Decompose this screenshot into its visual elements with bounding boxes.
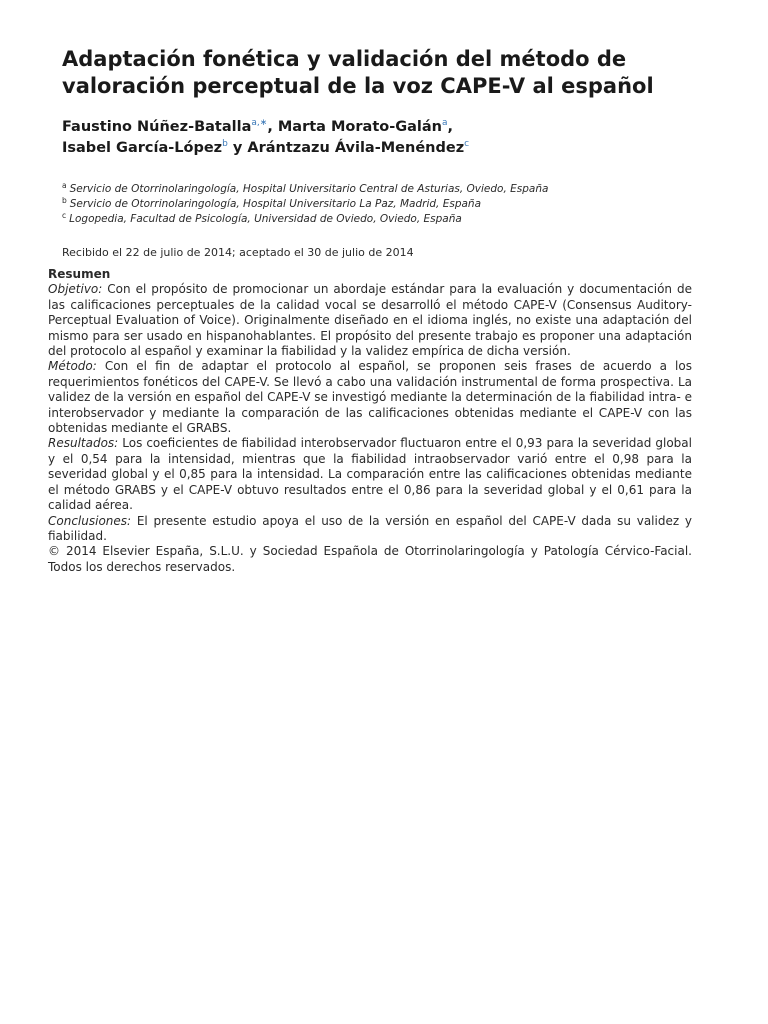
author-separator: y [227,140,248,156]
author-affiliation-link[interactable]: b [222,139,228,150]
author-name: Isabel García-López [62,140,223,156]
author-affiliation-link[interactable]: a [442,118,448,129]
affiliation-mark: a [62,180,67,190]
author-affiliation-link[interactable]: a,∗ [251,118,268,129]
author-line-2 [62,138,752,159]
section-text: Los coeficientes de fiabilidad interobservador fluctuaron entre el 0,93 para la severidad global y el 0,54 para la intensidad, mientras que la fiabilidad intraobservador varió entre el 0,98 para la severidad global y el 0,85 para la intensidad. La comparación entre las calificaciones obtenidas mediante el método GRABS y el CAPE-V obtuvo resultados entre el 0,86 para la severidad global y el 0,61 para la calidad aérea. [48,436,692,513]
author-name: Marta Morato-Galán [277,119,443,135]
affiliation-text: Servicio de Otorrinolaringología, Hospital Universitario La Paz, Madrid, España [69,198,482,210]
section-text: Con el fin de adaptar el protocolo al español, se proponen seis frases de acuerdo a los requerimientos fonéticos del CAPE-V. Se llevó a cabo una validación instrumental de forma prospectiva. La validez de la versión en español del CAPE-V se investigó mediante la determinación de la fiabilidad intra- e interobservador y mediante la comparación de las calificaciones obtenidas mediante el CAPE-V con las obtenidas mediante el GRABS. [48,359,692,436]
section-label: Método: [48,359,97,374]
section-label: Conclusiones: [48,513,132,528]
author-separator: , [267,119,278,135]
section-text: El presente estudio apoya el uso de la versión en español del CAPE-V dada su validez y fiabilidad. [48,513,692,543]
affiliation-item [62,212,752,227]
affiliation-text: Logopedia, Facultad de Psicología, Universidad de Oviedo, Oviedo, España [69,213,462,225]
abstract [48,267,692,575]
copyright-notice: © 2014 Elsevier España, S.L.U. y Sociedad Española de Otorrinolaringología y Patología Cérvico-Facial. Todos los derechos reservados. [48,544,692,574]
section-label: Objetivo: [48,282,103,297]
received-dates: Recibido el 22 de julio de 2014; aceptado el 30 de julio de 2014 [62,246,414,259]
author-name: Faustino Núñez-Batalla [62,119,252,135]
affiliation-list [62,182,752,227]
title-line-2: valoración perceptual de la voz CAPE-V al español [62,74,654,98]
article-title [62,46,752,100]
author-affiliation-link[interactable]: c [464,139,470,150]
author-separator: , [447,119,454,135]
title-line-1: Adaptación fonética y validación del método de [62,47,627,71]
affiliation-item [62,182,752,197]
section-text: Con el propósito de promocionar un abordaje estándar para la evaluación y documentación de las calificaciones perceptuales de la calidad vocal se desarrolló el método CAPE-V (Consensus Auditory-Perceptual Evaluation of Voice). Originalmente diseñado en el idioma inglés, no existe una adaptación del mismo para ser usado en hispanohablantes. El propósito del presente trabajo es proponer una adaptación del protocolo al español y examinar la fiabilidad y la validez empírica de dicha versión. [48,282,692,359]
author-list [62,117,752,159]
abstract-section-conclusions [48,514,692,545]
author-name: Arántzazu Ávila-Menéndez [247,140,465,156]
abstract-section-method [48,359,692,436]
abstract-section-results [48,436,692,513]
abstract-section-objective [48,282,692,359]
affiliation-mark: b [62,195,67,205]
affiliation-text: Servicio de Otorrinolaringología, Hospital Universitario Central de Asturias, Oviedo, España [69,183,549,195]
section-label: Resultados: [48,436,119,451]
author-line-1 [62,117,752,138]
affiliation-item [62,197,752,212]
affiliation-mark: c [62,210,67,220]
abstract-heading: Resumen [48,267,111,281]
